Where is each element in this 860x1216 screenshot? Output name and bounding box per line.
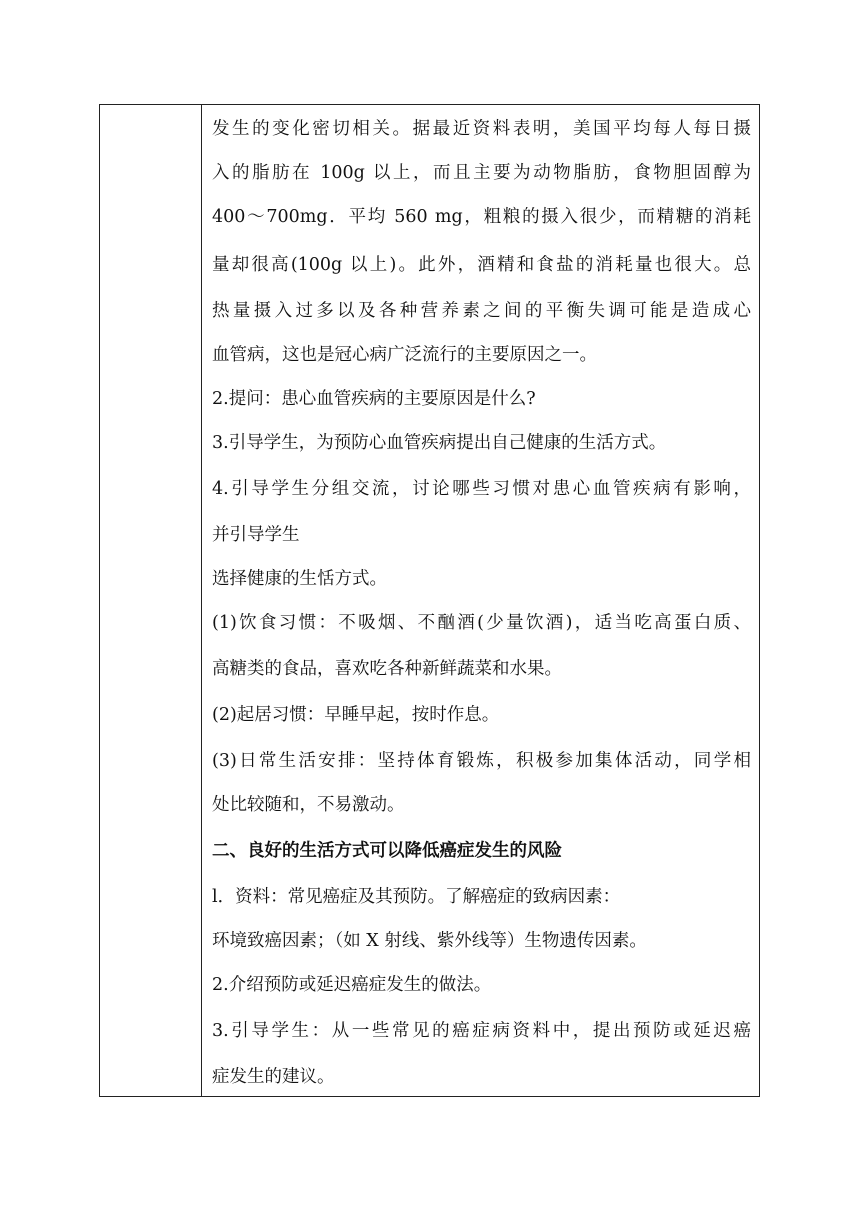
text-line: 3.引导学生，为预防心血管疾病提出自己健康的生活方式。 (212, 433, 667, 453)
text-line: 3.引导学生：从一些常见的癌症病资料中，提出预防或延迟癌 (212, 1021, 751, 1041)
text-line: (1)饮食习惯：不吸烟、不酗酒(少量饮酒)，适当吃高蛋白质、 (212, 613, 751, 633)
text-line: 血管病，这也是冠心病广泛流行的主要原因之一。 (212, 345, 597, 365)
section-heading: 二、良好的生活方式可以降低癌症发生的风险 (212, 841, 562, 861)
text-line: 量却很高(100g 以上)。此外，酒精和食盐的消耗量也很大。总 (212, 255, 751, 275)
text-line: 热量摄入过多以及各种营养素之间的平衡失调可能是造成心 (212, 301, 751, 321)
text-line: 入的脂肪在 100g 以上，而且主要为动物脂肪，食物胆固醇为 (212, 163, 751, 183)
text-line: 4.引导学生分组交流，讨论哪些习惯对患心血管疾病有影响， (212, 479, 751, 499)
text-line: 并引导学生 (212, 525, 300, 545)
text-line: 处比较随和，不易激动。 (212, 795, 405, 815)
text-line: 高糖类的食品，喜欢吃各种新鲜蔬菜和水果。 (212, 659, 562, 679)
text-line: 发生的变化密切相关。据最近资料表明，美国平均每人每日摄 (212, 119, 751, 139)
text-line: 2.提问：患心血管疾病的主要原因是什么? (212, 389, 536, 409)
text-line: l．资料：常见癌症及其预防。了解癌症的致病因素： (212, 887, 621, 907)
document-table (99, 104, 760, 1097)
text-line: 症发生的建议。 (212, 1067, 335, 1087)
text-line: 选择健康的生恬方式。 (212, 569, 387, 589)
table-content-cell (202, 105, 759, 1096)
text-line: (3)日常生活安排：坚持体育锻炼，积极参加集体活动，同学相 (212, 751, 751, 771)
table-left-cell (100, 105, 202, 1096)
text-line: (2)起居习惯：早睡早起，按时作息。 (212, 705, 500, 725)
text-line: 环境致癌因素；（如 X 射线、紫外线等）生物遗传因素。 (212, 931, 647, 951)
text-line: 2.介绍预防或延迟癌症发生的做法。 (212, 975, 492, 995)
text-line: 400～700mg．平均 560 mg，粗粮的摄入很少，而精糖的消耗 (212, 207, 751, 227)
